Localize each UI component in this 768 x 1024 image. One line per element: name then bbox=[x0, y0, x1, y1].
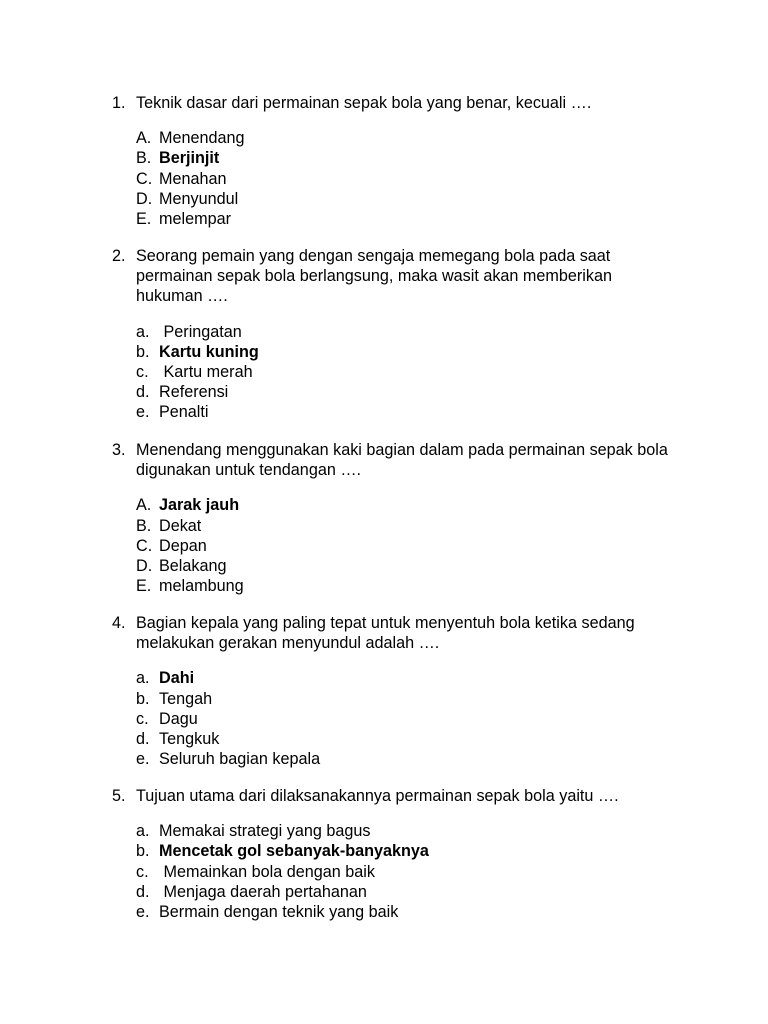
option-text: Penalti bbox=[159, 403, 209, 422]
option-text-correct: Berjinjit bbox=[159, 149, 220, 168]
option-text: Peringatan bbox=[159, 322, 242, 341]
option-text-correct: Dahi bbox=[159, 669, 195, 688]
question-stem bbox=[112, 440, 672, 480]
question-stem bbox=[112, 613, 672, 653]
option-text: Menjaga daerah pertahanan bbox=[159, 882, 367, 901]
option-b bbox=[136, 342, 672, 362]
option-text: Bermain dengan teknik yang baik bbox=[159, 902, 399, 921]
option-c bbox=[136, 536, 672, 556]
option-e bbox=[136, 749, 672, 769]
option-d bbox=[136, 189, 672, 209]
option-b bbox=[136, 841, 672, 861]
option-text: Depan bbox=[159, 536, 207, 555]
option-letter: A. bbox=[136, 496, 152, 515]
option-text-correct: Jarak jauh bbox=[159, 496, 240, 515]
option-text-correct: Kartu kuning bbox=[159, 342, 259, 361]
option-text-correct: Mencetak gol sebanyak-banyaknya bbox=[159, 842, 429, 861]
option-text: Belakang bbox=[159, 556, 227, 575]
option-text: Dekat bbox=[159, 516, 202, 535]
option-letter: D. bbox=[136, 189, 153, 208]
option-list bbox=[136, 322, 672, 423]
option-letter: a. bbox=[136, 822, 150, 841]
option-letter: b. bbox=[136, 342, 150, 361]
option-text: Menyundul bbox=[159, 189, 239, 208]
option-a bbox=[136, 495, 672, 515]
option-b bbox=[136, 516, 672, 536]
option-letter: a. bbox=[136, 322, 150, 341]
question-stem bbox=[112, 246, 672, 307]
option-text: Memakai strategi yang bagus bbox=[159, 822, 371, 841]
option-letter: b. bbox=[136, 842, 150, 861]
option-letter: c. bbox=[136, 709, 149, 728]
option-d bbox=[136, 556, 672, 576]
option-c bbox=[136, 709, 672, 729]
option-letter: B. bbox=[136, 516, 152, 535]
question-4 bbox=[112, 613, 672, 769]
option-e bbox=[136, 402, 672, 422]
option-b bbox=[136, 148, 672, 168]
option-text: Kartu merah bbox=[159, 362, 253, 381]
option-text: Dagu bbox=[159, 709, 198, 728]
option-text: Memainkan bola dengan baik bbox=[159, 862, 375, 881]
question-text: Tujuan utama dari dilaksanakannya permainan sepak bola yaitu …. bbox=[136, 787, 619, 805]
question-text: Menendang menggunakan kaki bagian dalam pada permainan sepak bola digunakan untuk tendangan …. bbox=[136, 441, 668, 480]
option-c bbox=[136, 362, 672, 382]
option-letter: D. bbox=[136, 556, 153, 575]
option-text: Seluruh bagian kepala bbox=[159, 750, 321, 769]
option-text: Menendang bbox=[159, 129, 245, 148]
question-text: Seorang pemain yang dengan sengaja memegang bola pada saat permainan sepak bola berlangsung, maka wasit akan memberikan hukuman …. bbox=[136, 247, 612, 306]
option-letter: d. bbox=[136, 383, 150, 402]
question-stem bbox=[112, 786, 672, 806]
option-letter: C. bbox=[136, 536, 153, 555]
option-c bbox=[136, 862, 672, 882]
question-1 bbox=[112, 93, 672, 229]
option-a bbox=[136, 322, 672, 342]
question-number: 3. bbox=[112, 441, 126, 459]
option-d bbox=[136, 882, 672, 902]
question-text: Bagian kepala yang paling tepat untuk menyentuh bola ketika sedang melakukan gerakan menyundul adalah …. bbox=[136, 614, 635, 653]
question-number: 5. bbox=[112, 787, 126, 805]
question-number: 2. bbox=[112, 247, 126, 265]
option-a bbox=[136, 128, 672, 148]
option-letter: d. bbox=[136, 729, 150, 748]
option-text: melambung bbox=[159, 577, 244, 596]
question-2 bbox=[112, 246, 672, 423]
option-a bbox=[136, 821, 672, 841]
option-b bbox=[136, 689, 672, 709]
option-text: melempar bbox=[159, 209, 231, 228]
option-letter: E. bbox=[136, 209, 152, 228]
option-list bbox=[136, 495, 672, 596]
option-e bbox=[136, 209, 672, 229]
option-letter: e. bbox=[136, 750, 150, 769]
option-list bbox=[136, 128, 672, 229]
option-text: Tengkuk bbox=[159, 729, 220, 748]
option-list bbox=[136, 668, 672, 769]
option-letter: C. bbox=[136, 169, 153, 188]
option-letter: E. bbox=[136, 577, 152, 596]
option-letter: B. bbox=[136, 149, 152, 168]
option-list bbox=[136, 821, 672, 922]
question-number: 4. bbox=[112, 614, 126, 632]
option-e bbox=[136, 576, 672, 596]
option-letter: A. bbox=[136, 129, 152, 148]
option-d bbox=[136, 382, 672, 402]
option-letter: b. bbox=[136, 689, 150, 708]
option-c bbox=[136, 169, 672, 189]
option-letter: e. bbox=[136, 403, 150, 422]
option-a bbox=[136, 668, 672, 688]
option-text: Tengah bbox=[159, 689, 213, 708]
option-letter: d. bbox=[136, 882, 150, 901]
question-5 bbox=[112, 786, 672, 922]
option-letter: c. bbox=[136, 862, 149, 881]
option-text: Menahan bbox=[159, 169, 227, 188]
question-stem bbox=[112, 93, 672, 113]
question-text: Teknik dasar dari permainan sepak bola yang benar, kecuali …. bbox=[136, 94, 592, 112]
question-3 bbox=[112, 440, 672, 596]
option-d bbox=[136, 729, 672, 749]
option-text: Referensi bbox=[159, 383, 229, 402]
option-letter: a. bbox=[136, 669, 150, 688]
question-number: 1. bbox=[112, 94, 126, 112]
option-letter: c. bbox=[136, 362, 149, 381]
option-e bbox=[136, 902, 672, 922]
option-letter: e. bbox=[136, 902, 150, 921]
